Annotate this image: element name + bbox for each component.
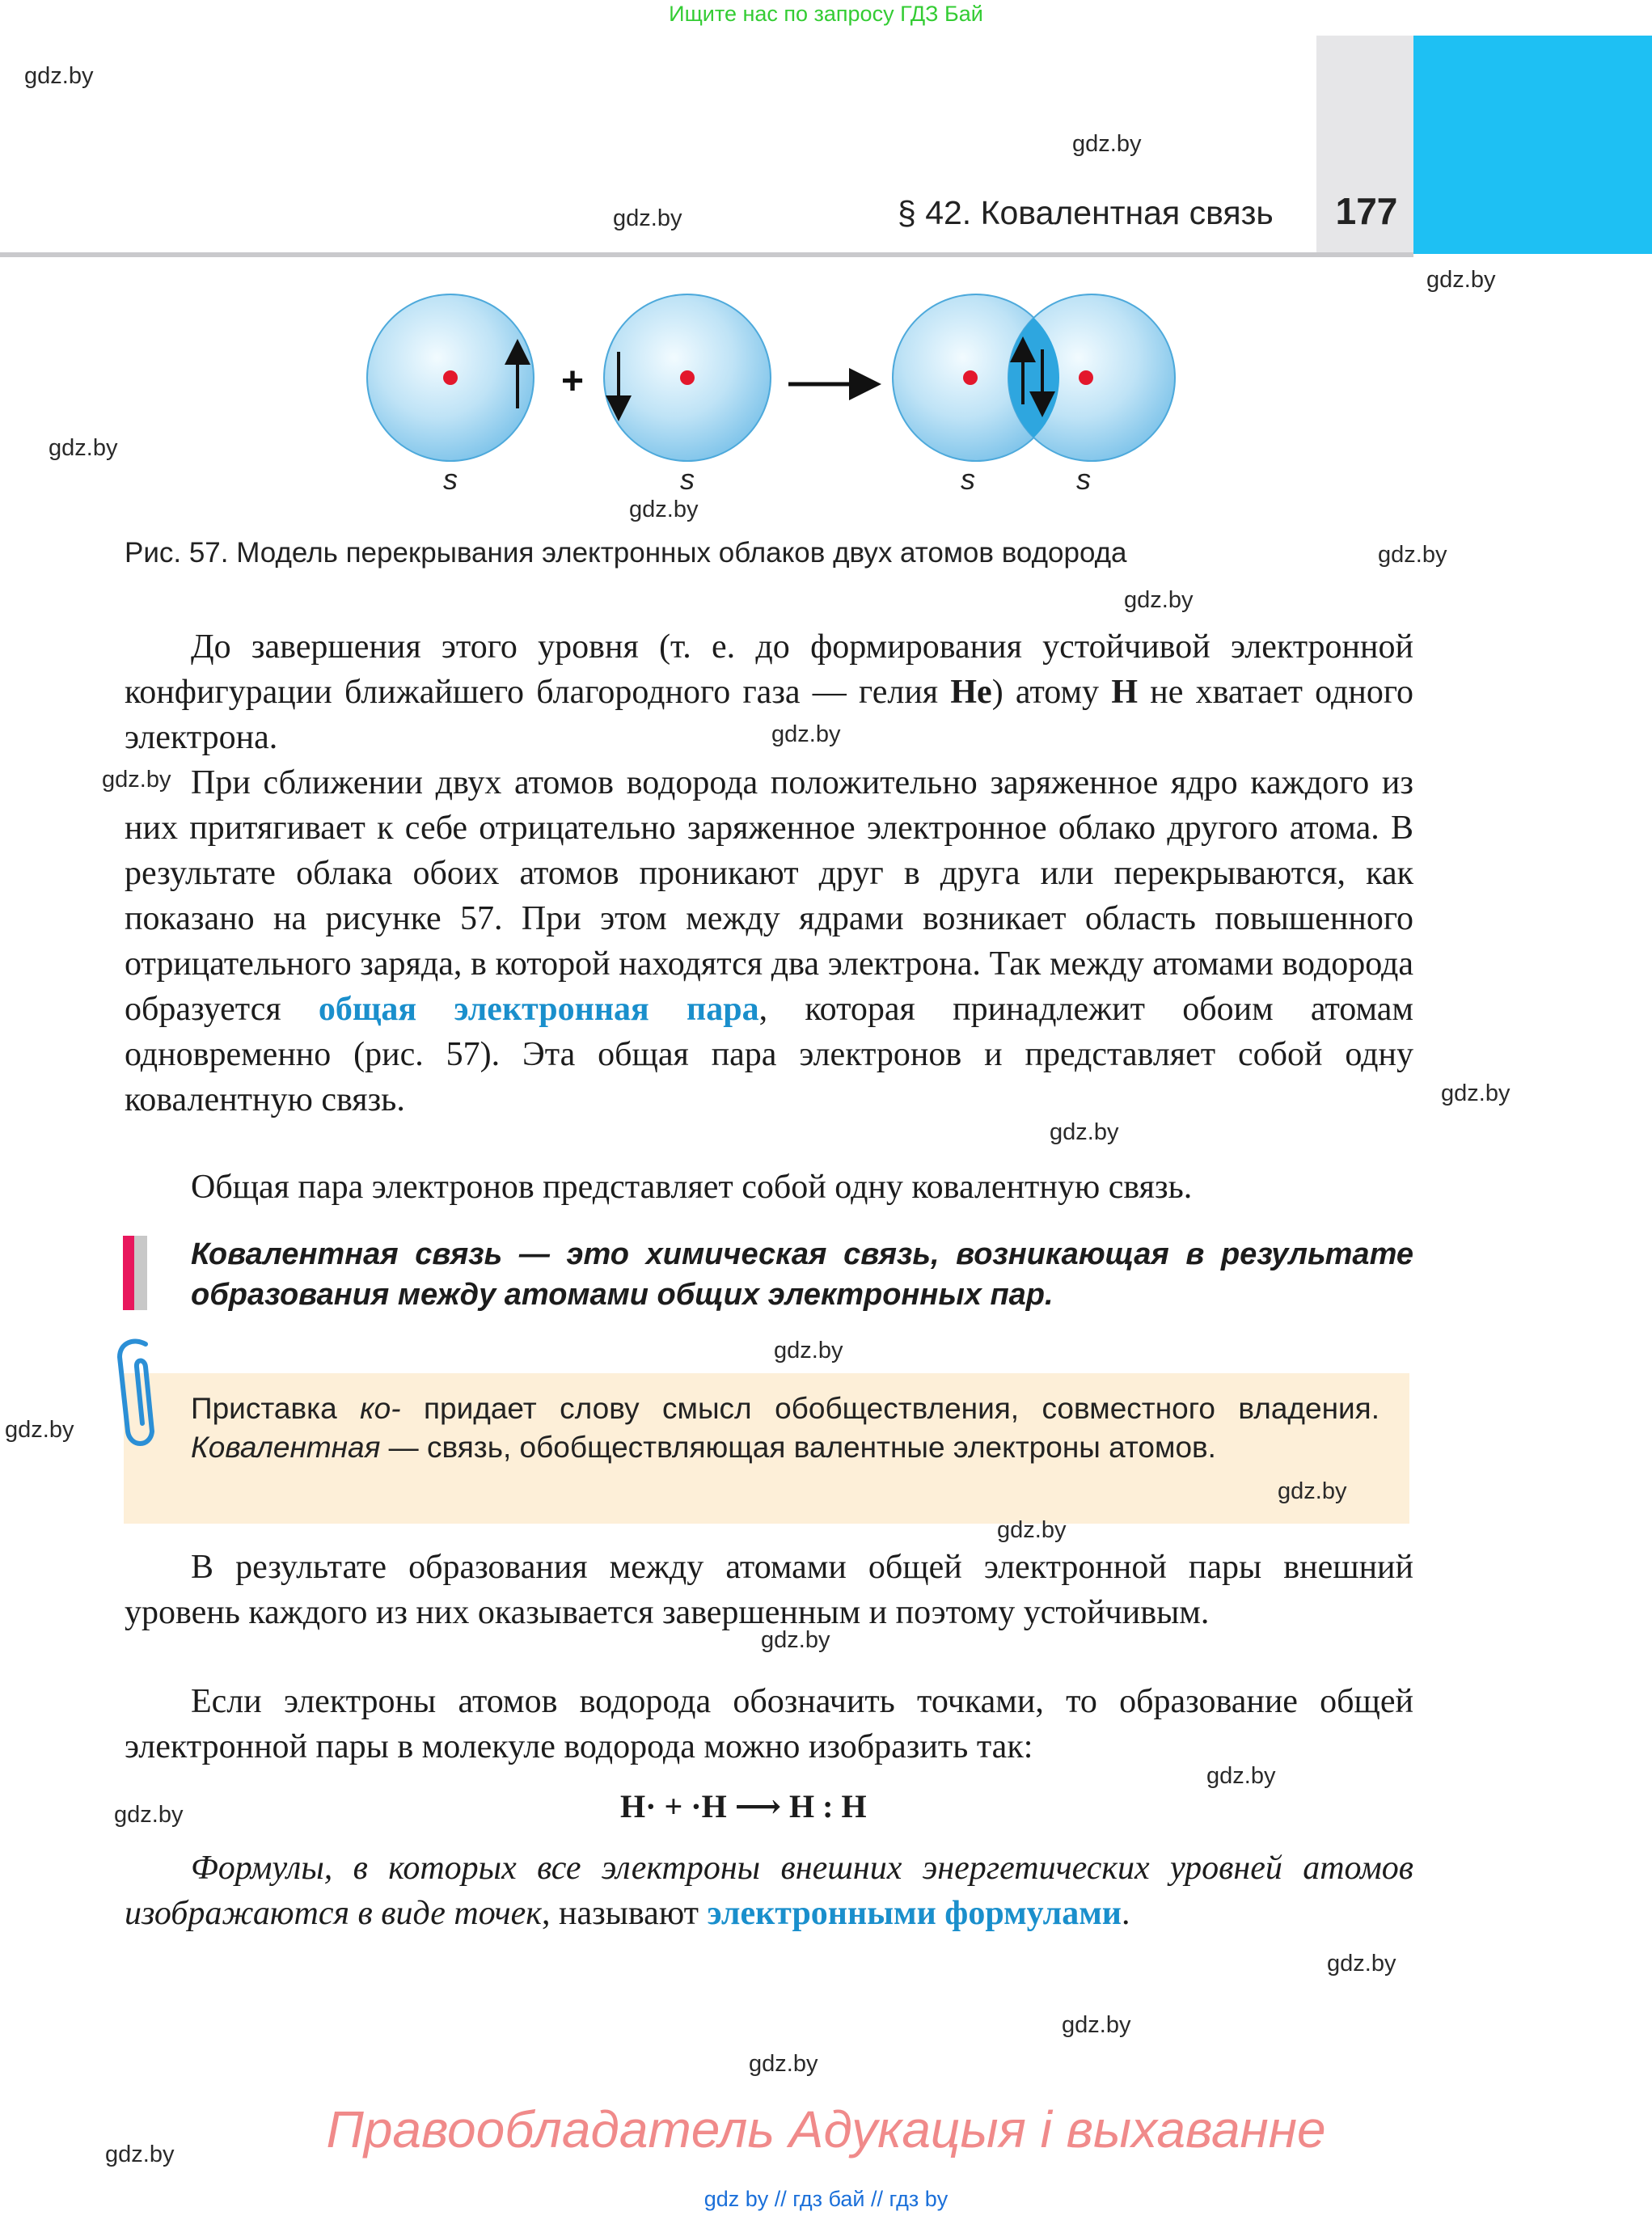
watermark: gdz.by <box>1278 1478 1347 1504</box>
figure-caption: Рис. 57. Модель перекрывания электронных облаков двух атомов водорода <box>125 537 1127 569</box>
watermark: gdz.by <box>1378 542 1447 568</box>
paperclip-icon <box>104 1334 168 1464</box>
watermark: gdz.by <box>105 2142 175 2167</box>
header-divider <box>0 252 1413 257</box>
definition-marker <box>123 1236 134 1310</box>
watermark: gdz.by <box>613 205 682 231</box>
orbital-label-4: s <box>1076 463 1091 496</box>
watermark: gdz.by <box>1441 1080 1510 1106</box>
paragraph-3: Общая пара электронов представляет собой одну ковалентную связь. <box>191 1169 1193 1206</box>
term-shared-pair: общая электронная пара <box>318 991 759 1028</box>
watermark: gdz.by <box>771 721 841 747</box>
paragraph-5: Если электроны атомов водорода обозначить точками, то образование общей электронной пары в молекуле водорода можно изобразить так: <box>125 1683 1413 1765</box>
orbital-overlap-figure <box>356 291 1181 501</box>
copyright-notice: Правообладатель Адукацыя і выхаванне <box>326 2100 1326 2158</box>
covalent-bond-definition: Ковалентная связь — это химическая связь, возникающая в результате образования между атомами общих электронных пар. <box>191 1237 1413 1312</box>
watermark: gdz.by <box>629 497 699 522</box>
orbital-label-3: s <box>961 463 975 496</box>
paragraph-6: Формулы, в которых все электроны внешних энергетических уровней атомов изображаются в виде точек, называют электронными формулами. <box>125 1850 1413 1932</box>
watermark: gdz.by <box>997 1517 1067 1543</box>
watermark: gdz.by <box>1072 131 1142 157</box>
paragraph-4: В результате образования между атомами общей электронной пары внешний уровень каждого из них оказывается завершенным и поэтому устойчивым. <box>125 1549 1413 1631</box>
header-accent-block <box>1413 36 1652 254</box>
page-number: 177 <box>1335 190 1398 232</box>
watermark: gdz.by <box>1062 2012 1131 2038</box>
orbital-label-1: s <box>443 463 458 496</box>
watermark: gdz.by <box>1124 587 1194 613</box>
definition-marker-shadow <box>134 1236 147 1310</box>
electron-dot-equation: H· + ·H ⟶ H : H <box>620 1788 867 1824</box>
section-title: § 42. Ковалентная связь <box>898 194 1274 231</box>
watermark: gdz.by <box>1206 1763 1276 1789</box>
watermark: gdz.by <box>1327 1951 1396 1977</box>
watermark: gdz.by <box>1050 1119 1119 1145</box>
watermark: gdz.by <box>761 1627 830 1653</box>
nucleus-2 <box>680 370 695 385</box>
note-text: Приставка ко- придает слову смысл обобществления, совместного владения. Ковалентная — связь, обобществляющая валентные электроны атомов. <box>191 1392 1379 1464</box>
watermark: gdz.by <box>24 63 94 89</box>
plus-sign: + <box>560 360 585 403</box>
footer-links[interactable]: gdz by // гдз бай // гдз by <box>703 2187 949 2211</box>
term-electronic-formulas: электронными формулами <box>707 1895 1122 1932</box>
paragraph-2: При сближении двух атомов водорода положительно заряженное ядро каждого из них притягивает к себе отрицательно заряженное электронное облако другого атома. В результате облака обоих атомов проникают друг в друга или перекрываются, как показано на рисунке 57. При этом между ядрами возникает область повышенного отрицательного заряда, в которой находятся два электрона. Так между атомами водорода образуется общая электронная пара, которая принадлежит обоим атомам одновременно (рис. 57). Эта общая пара электронов и представляет собой одну ковалентную связь. <box>125 764 1413 1118</box>
paragraph-1: До завершения этого уровня (т. е. до формирования устойчивой электронной конфигурации ближайшего благородного газа — гелия He) атому H не хватает одного электрона. <box>125 628 1413 756</box>
nucleus-4 <box>1079 370 1093 385</box>
watermark: gdz.by <box>49 435 118 461</box>
watermark: gdz.by <box>5 1417 74 1443</box>
nucleus-3 <box>963 370 978 385</box>
watermark: gdz.by <box>102 767 171 793</box>
orbital-label-2: s <box>680 463 695 496</box>
watermark: gdz.by <box>114 1802 184 1828</box>
top-banner: Ищите нас по запросу ГДЗ Бай <box>669 2 983 26</box>
watermark: gdz.by <box>1426 267 1496 293</box>
watermark: gdz.by <box>774 1338 843 1364</box>
watermark: gdz.by <box>749 2051 818 2077</box>
nucleus-1 <box>443 370 458 385</box>
